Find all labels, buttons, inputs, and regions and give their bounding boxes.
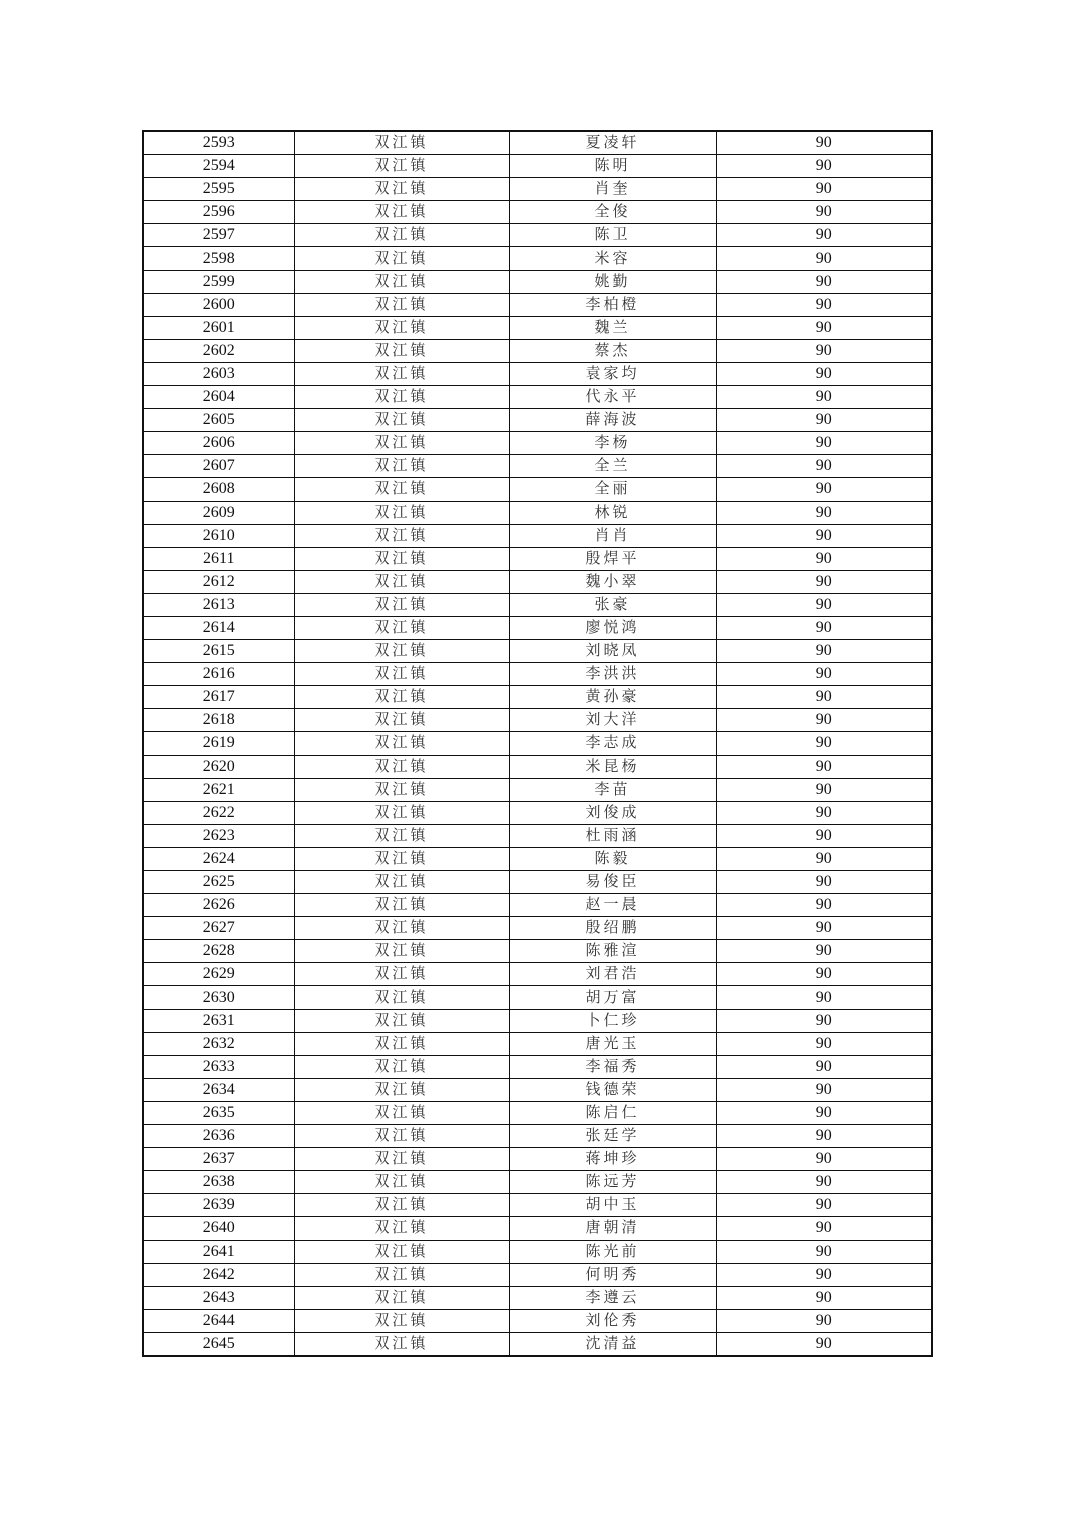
row-number: 2600 (143, 293, 294, 316)
name-cell: 黄孙豪 (509, 686, 716, 709)
row-number: 2637 (143, 1148, 294, 1171)
row-number: 2603 (143, 362, 294, 385)
name-cell: 米容 (509, 247, 716, 270)
row-number: 2616 (143, 663, 294, 686)
table-row (143, 1171, 932, 1194)
name-cell: 全兰 (509, 455, 716, 478)
town-cell: 双江镇 (294, 501, 509, 524)
town-cell: 双江镇 (294, 362, 509, 385)
score-cell: 90 (716, 1332, 932, 1356)
table-row (143, 686, 932, 709)
town-cell: 双江镇 (294, 1125, 509, 1148)
town-cell: 双江镇 (294, 386, 509, 409)
score-cell: 90 (716, 455, 932, 478)
name-cell: 张豪 (509, 593, 716, 616)
town-cell: 双江镇 (294, 1148, 509, 1171)
score-cell: 90 (716, 986, 932, 1009)
score-cell: 90 (716, 940, 932, 963)
table-row (143, 501, 932, 524)
name-cell: 刘大洋 (509, 709, 716, 732)
row-number: 2629 (143, 963, 294, 986)
row-number: 2630 (143, 986, 294, 1009)
town-cell: 双江镇 (294, 1240, 509, 1263)
row-number: 2599 (143, 270, 294, 293)
town-cell: 双江镇 (294, 755, 509, 778)
town-cell: 双江镇 (294, 894, 509, 917)
town-cell: 双江镇 (294, 778, 509, 801)
town-cell: 双江镇 (294, 201, 509, 224)
score-cell: 90 (716, 963, 932, 986)
row-number: 2638 (143, 1171, 294, 1194)
name-cell: 李洪洪 (509, 663, 716, 686)
table-row (143, 824, 932, 847)
town-cell: 双江镇 (294, 293, 509, 316)
score-cell: 90 (716, 616, 932, 639)
score-cell: 90 (716, 1078, 932, 1101)
table-row (143, 1309, 932, 1332)
row-number: 2596 (143, 201, 294, 224)
score-cell: 90 (716, 778, 932, 801)
row-number: 2635 (143, 1101, 294, 1124)
score-cell: 90 (716, 339, 932, 362)
name-cell: 李志成 (509, 732, 716, 755)
table-row (143, 432, 932, 455)
town-cell: 双江镇 (294, 1309, 509, 1332)
town-cell: 双江镇 (294, 663, 509, 686)
name-cell: 全俊 (509, 201, 716, 224)
row-number: 2597 (143, 224, 294, 247)
table-row (143, 963, 932, 986)
name-cell: 陈光前 (509, 1240, 716, 1263)
table-row (143, 1194, 932, 1217)
score-cell: 90 (716, 432, 932, 455)
score-cell: 90 (716, 524, 932, 547)
town-cell: 双江镇 (294, 155, 509, 178)
town-cell: 双江镇 (294, 824, 509, 847)
table-row (143, 409, 932, 432)
row-number: 2624 (143, 847, 294, 870)
name-cell: 钱德荣 (509, 1078, 716, 1101)
town-cell: 双江镇 (294, 1217, 509, 1240)
score-cell: 90 (716, 894, 932, 917)
row-number: 2594 (143, 155, 294, 178)
score-cell: 90 (716, 547, 932, 570)
town-cell: 双江镇 (294, 316, 509, 339)
table-row (143, 1078, 932, 1101)
score-cell: 90 (716, 917, 932, 940)
table-row (143, 801, 932, 824)
town-cell: 双江镇 (294, 1078, 509, 1101)
table-row (143, 616, 932, 639)
name-cell: 米昆杨 (509, 755, 716, 778)
row-number: 2612 (143, 570, 294, 593)
row-number: 2619 (143, 732, 294, 755)
name-cell: 胡万富 (509, 986, 716, 1009)
name-cell: 陈启仁 (509, 1101, 716, 1124)
name-cell: 林锐 (509, 501, 716, 524)
town-cell: 双江镇 (294, 432, 509, 455)
table-row (143, 593, 932, 616)
row-number: 2620 (143, 755, 294, 778)
score-cell: 90 (716, 1148, 932, 1171)
table-row (143, 155, 932, 178)
town-cell: 双江镇 (294, 131, 509, 155)
score-cell: 90 (716, 178, 932, 201)
table-row (143, 755, 932, 778)
name-cell: 唐朝清 (509, 1217, 716, 1240)
name-cell: 袁家均 (509, 362, 716, 385)
score-cell: 90 (716, 1055, 932, 1078)
table-row (143, 362, 932, 385)
table-row (143, 524, 932, 547)
score-cell: 90 (716, 640, 932, 663)
table-row (143, 1032, 932, 1055)
row-number: 2642 (143, 1263, 294, 1286)
name-cell: 何明秀 (509, 1263, 716, 1286)
name-cell: 胡中玉 (509, 1194, 716, 1217)
town-cell: 双江镇 (294, 686, 509, 709)
table-row (143, 1240, 932, 1263)
row-number: 2610 (143, 524, 294, 547)
table-row (143, 778, 932, 801)
table-row (143, 570, 932, 593)
row-number: 2598 (143, 247, 294, 270)
town-cell: 双江镇 (294, 1263, 509, 1286)
score-cell: 90 (716, 1101, 932, 1124)
table-row (143, 1332, 932, 1356)
town-cell: 双江镇 (294, 455, 509, 478)
score-cell: 90 (716, 1217, 932, 1240)
town-cell: 双江镇 (294, 247, 509, 270)
row-number: 2622 (143, 801, 294, 824)
score-cell: 90 (716, 755, 932, 778)
town-cell: 双江镇 (294, 732, 509, 755)
row-number: 2605 (143, 409, 294, 432)
name-cell: 蒋坤珍 (509, 1148, 716, 1171)
town-cell: 双江镇 (294, 871, 509, 894)
row-number: 2604 (143, 386, 294, 409)
name-cell: 肖肖 (509, 524, 716, 547)
name-cell: 刘君浩 (509, 963, 716, 986)
row-number: 2601 (143, 316, 294, 339)
score-cell: 90 (716, 201, 932, 224)
score-cell: 90 (716, 1309, 932, 1332)
town-cell: 双江镇 (294, 940, 509, 963)
score-cell: 90 (716, 709, 932, 732)
score-cell: 90 (716, 570, 932, 593)
table-row (143, 871, 932, 894)
score-cell: 90 (716, 131, 932, 155)
name-cell: 魏兰 (509, 316, 716, 339)
table-row (143, 732, 932, 755)
table-row (143, 663, 932, 686)
name-cell: 刘俊成 (509, 801, 716, 824)
table-row (143, 547, 932, 570)
town-cell: 双江镇 (294, 1101, 509, 1124)
row-number: 2628 (143, 940, 294, 963)
row-number: 2633 (143, 1055, 294, 1078)
town-cell: 双江镇 (294, 593, 509, 616)
score-cell: 90 (716, 801, 932, 824)
table-row (143, 201, 932, 224)
town-cell: 双江镇 (294, 1055, 509, 1078)
row-number: 2606 (143, 432, 294, 455)
town-cell: 双江镇 (294, 409, 509, 432)
table-row (143, 131, 932, 155)
town-cell: 双江镇 (294, 801, 509, 824)
table-row (143, 1055, 932, 1078)
name-cell: 李苗 (509, 778, 716, 801)
name-cell: 夏凌轩 (509, 131, 716, 155)
table-row (143, 1217, 932, 1240)
table-row (143, 386, 932, 409)
score-cell: 90 (716, 1032, 932, 1055)
table-row (143, 986, 932, 1009)
row-number: 2608 (143, 478, 294, 501)
score-cell: 90 (716, 409, 932, 432)
row-number: 2609 (143, 501, 294, 524)
town-cell: 双江镇 (294, 616, 509, 639)
table-row (143, 640, 932, 663)
score-cell: 90 (716, 316, 932, 339)
name-cell: 李遵云 (509, 1286, 716, 1309)
score-cell: 90 (716, 871, 932, 894)
score-cell: 90 (716, 247, 932, 270)
name-cell: 刘晓凤 (509, 640, 716, 663)
table-row (143, 1286, 932, 1309)
town-cell: 双江镇 (294, 1171, 509, 1194)
row-number: 2602 (143, 339, 294, 362)
name-cell: 代永平 (509, 386, 716, 409)
score-cell: 90 (716, 1125, 932, 1148)
row-number: 2641 (143, 1240, 294, 1263)
town-cell: 双江镇 (294, 1009, 509, 1032)
score-cell: 90 (716, 155, 932, 178)
town-cell: 双江镇 (294, 1194, 509, 1217)
name-cell: 唐光玉 (509, 1032, 716, 1055)
table-row (143, 478, 932, 501)
table-row (143, 1148, 932, 1171)
score-cell: 90 (716, 663, 932, 686)
row-number: 2632 (143, 1032, 294, 1055)
score-cell: 90 (716, 224, 932, 247)
table-row (143, 917, 932, 940)
row-number: 2639 (143, 1194, 294, 1217)
town-cell: 双江镇 (294, 847, 509, 870)
name-cell: 沈清益 (509, 1332, 716, 1356)
name-cell: 杜雨涵 (509, 824, 716, 847)
name-cell: 殷焊平 (509, 547, 716, 570)
row-number: 2643 (143, 1286, 294, 1309)
name-cell: 陈远芳 (509, 1171, 716, 1194)
name-cell: 刘伦秀 (509, 1309, 716, 1332)
score-cell: 90 (716, 293, 932, 316)
town-cell: 双江镇 (294, 570, 509, 593)
town-cell: 双江镇 (294, 547, 509, 570)
table-row (143, 339, 932, 362)
row-number: 2617 (143, 686, 294, 709)
score-cell: 90 (716, 1171, 932, 1194)
table-row (143, 1125, 932, 1148)
town-cell: 双江镇 (294, 1332, 509, 1356)
row-number: 2626 (143, 894, 294, 917)
table-row (143, 270, 932, 293)
row-number: 2636 (143, 1125, 294, 1148)
name-cell: 张廷学 (509, 1125, 716, 1148)
score-cell: 90 (716, 847, 932, 870)
table-row (143, 1009, 932, 1032)
row-number: 2613 (143, 593, 294, 616)
row-number: 2593 (143, 131, 294, 155)
table-row (143, 1101, 932, 1124)
row-number: 2644 (143, 1309, 294, 1332)
table-row (143, 847, 932, 870)
name-cell: 陈明 (509, 155, 716, 178)
row-number: 2621 (143, 778, 294, 801)
town-cell: 双江镇 (294, 1032, 509, 1055)
town-cell: 双江镇 (294, 524, 509, 547)
town-cell: 双江镇 (294, 640, 509, 663)
name-cell: 全丽 (509, 478, 716, 501)
name-cell: 蔡杰 (509, 339, 716, 362)
row-number: 2640 (143, 1217, 294, 1240)
name-cell: 廖悦鸿 (509, 616, 716, 639)
score-cell: 90 (716, 1240, 932, 1263)
score-cell: 90 (716, 478, 932, 501)
name-cell: 陈毅 (509, 847, 716, 870)
row-number: 2614 (143, 616, 294, 639)
row-number: 2631 (143, 1009, 294, 1032)
score-table (142, 130, 933, 1357)
name-cell: 殷绍鹏 (509, 917, 716, 940)
name-cell: 陈卫 (509, 224, 716, 247)
name-cell: 卜仁珍 (509, 1009, 716, 1032)
row-number: 2607 (143, 455, 294, 478)
table-row (143, 455, 932, 478)
name-cell: 魏小翠 (509, 570, 716, 593)
name-cell: 李福秀 (509, 1055, 716, 1078)
name-cell: 赵一晨 (509, 894, 716, 917)
score-cell: 90 (716, 1263, 932, 1286)
town-cell: 双江镇 (294, 709, 509, 732)
row-number: 2634 (143, 1078, 294, 1101)
name-cell: 薛海波 (509, 409, 716, 432)
row-number: 2645 (143, 1332, 294, 1356)
score-cell: 90 (716, 593, 932, 616)
town-cell: 双江镇 (294, 339, 509, 362)
row-number: 2611 (143, 547, 294, 570)
score-cell: 90 (716, 362, 932, 385)
name-cell: 肖奎 (509, 178, 716, 201)
town-cell: 双江镇 (294, 917, 509, 940)
town-cell: 双江镇 (294, 224, 509, 247)
row-number: 2618 (143, 709, 294, 732)
town-cell: 双江镇 (294, 986, 509, 1009)
table-row (143, 224, 932, 247)
name-cell: 易俊臣 (509, 871, 716, 894)
town-cell: 双江镇 (294, 1286, 509, 1309)
town-cell: 双江镇 (294, 478, 509, 501)
score-cell: 90 (716, 1009, 932, 1032)
score-cell: 90 (716, 824, 932, 847)
name-cell: 陈雅渲 (509, 940, 716, 963)
table-row (143, 1263, 932, 1286)
score-cell: 90 (716, 386, 932, 409)
row-number: 2595 (143, 178, 294, 201)
town-cell: 双江镇 (294, 963, 509, 986)
name-cell: 姚勤 (509, 270, 716, 293)
score-cell: 90 (716, 270, 932, 293)
name-cell: 李柏橙 (509, 293, 716, 316)
row-number: 2615 (143, 640, 294, 663)
name-cell: 李杨 (509, 432, 716, 455)
score-cell: 90 (716, 1194, 932, 1217)
table-row (143, 894, 932, 917)
town-cell: 双江镇 (294, 270, 509, 293)
score-cell: 90 (716, 1286, 932, 1309)
table-row (143, 940, 932, 963)
table-row (143, 247, 932, 270)
town-cell: 双江镇 (294, 178, 509, 201)
table-row (143, 316, 932, 339)
table-row (143, 709, 932, 732)
score-cell: 90 (716, 732, 932, 755)
table-row (143, 293, 932, 316)
row-number: 2627 (143, 917, 294, 940)
score-cell: 90 (716, 686, 932, 709)
row-number: 2625 (143, 871, 294, 894)
table-body (143, 131, 932, 1356)
row-number: 2623 (143, 824, 294, 847)
score-cell: 90 (716, 501, 932, 524)
table-row (143, 178, 932, 201)
